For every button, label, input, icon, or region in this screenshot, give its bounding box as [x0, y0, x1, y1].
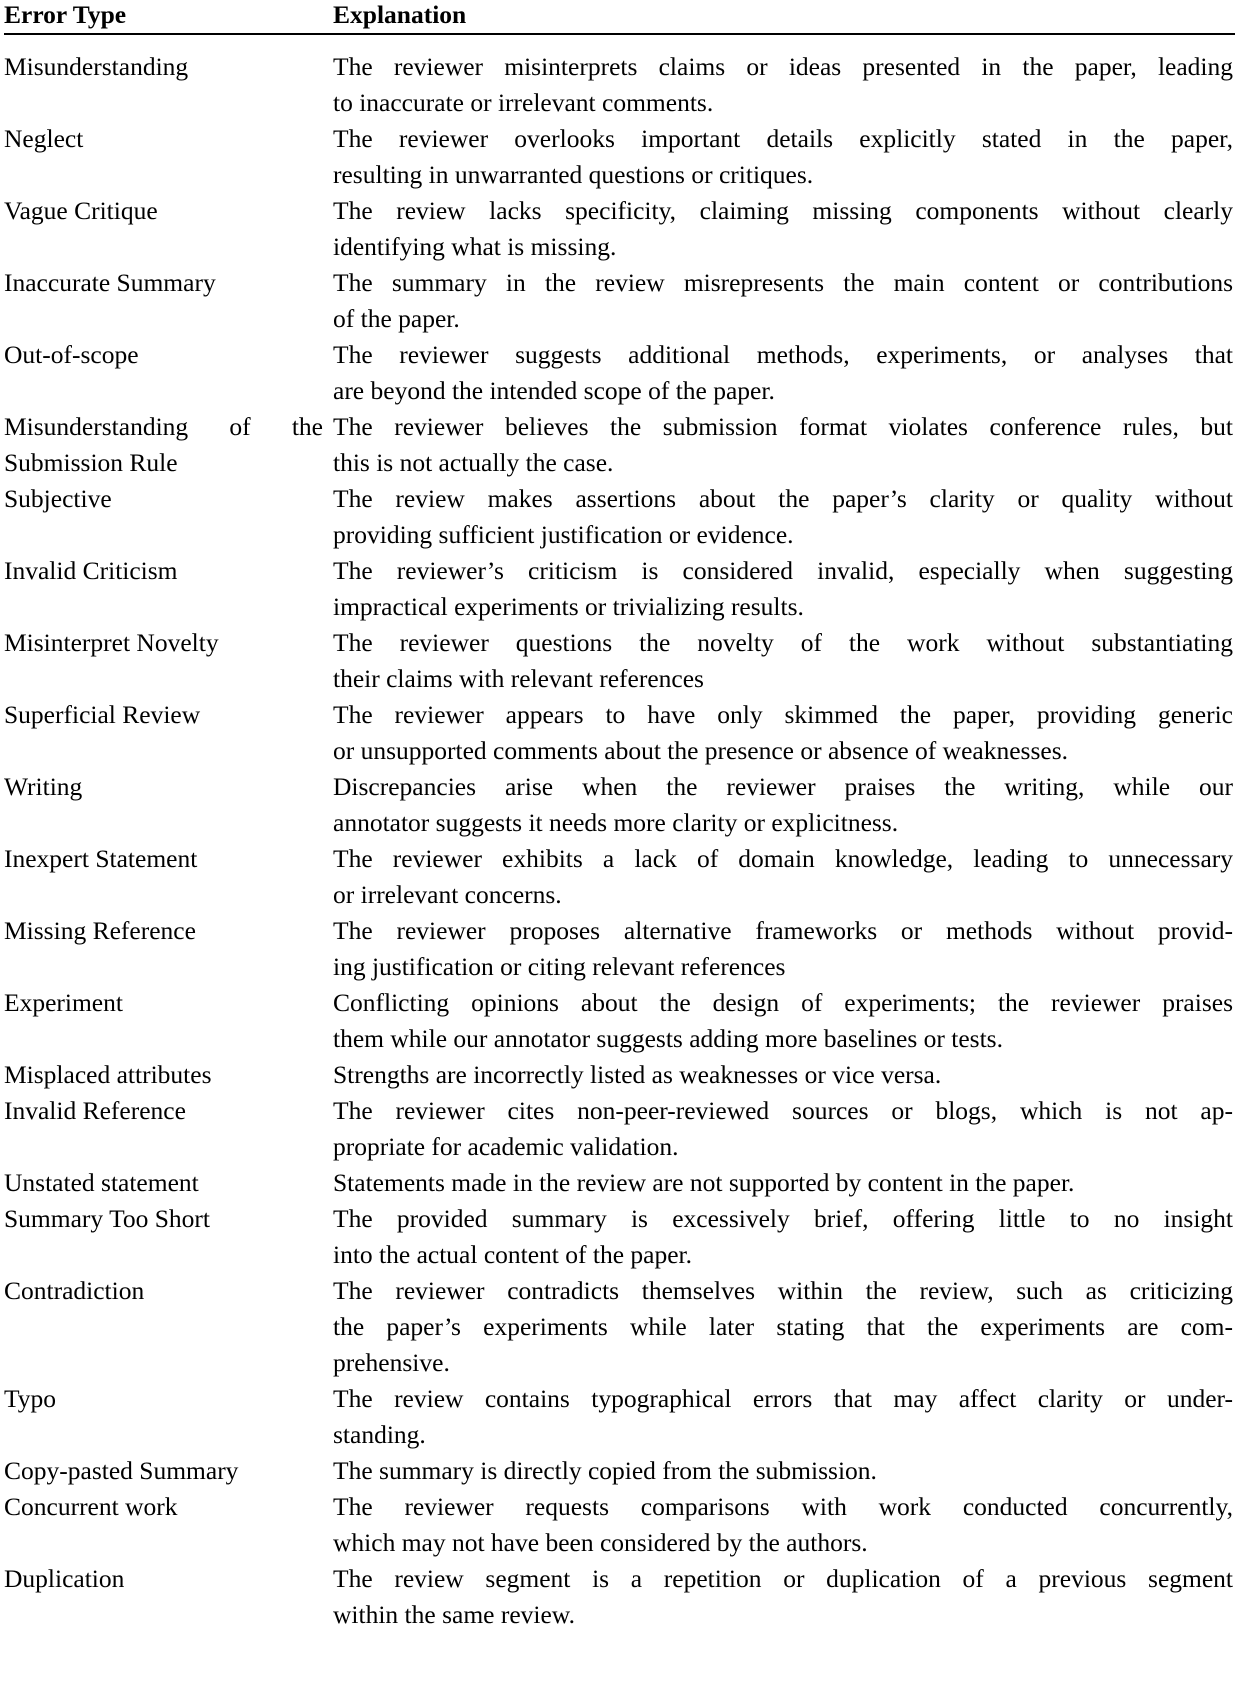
- explanation-cell: [333, 1093, 1235, 1165]
- explanation-line: the paper’s experiments while later stating that the experiments are com-: [333, 1312, 1233, 1341]
- explanation-line: to inaccurate or irrelevant comments.: [333, 88, 714, 117]
- explanation-line: identifying what is missing.: [333, 232, 617, 261]
- explanation-cell: [333, 1381, 1235, 1453]
- error-type-cell: [4, 1057, 333, 1093]
- table-row: [4, 193, 1235, 265]
- error-type-line: Invalid Criticism: [4, 556, 178, 585]
- explanation-cell: [333, 769, 1235, 841]
- table-row: [4, 121, 1235, 193]
- error-type-cell: [4, 769, 333, 841]
- explanation-cell: [333, 697, 1235, 769]
- table-row: [4, 409, 1235, 481]
- table-row: [4, 1057, 1235, 1093]
- explanation-line: The provided summary is excessively brief, offering little to no insight: [333, 1204, 1233, 1233]
- error-type-line: Summary Too Short: [4, 1204, 211, 1233]
- explanation-line: The review contains typographical errors that may affect clarity or under-: [333, 1384, 1233, 1413]
- table-row: [4, 985, 1235, 1057]
- table-header-row: [4, 0, 1235, 34]
- explanation-line: within the same review.: [333, 1600, 575, 1629]
- error-type-cell: [4, 265, 333, 337]
- error-type-line: Superficial Review: [4, 700, 201, 729]
- error-type-line: Missing Reference: [4, 916, 196, 945]
- explanation-cell: [333, 193, 1235, 265]
- error-type-line: Concurrent work: [4, 1492, 178, 1521]
- explanation-line: providing sufficient justification or evidence.: [333, 520, 794, 549]
- error-type-cell: [4, 1489, 333, 1561]
- error-type-line: Submission Rule: [4, 448, 178, 477]
- error-type-cell: [4, 1165, 333, 1201]
- explanation-cell: [333, 121, 1235, 193]
- explanation-line: Discrepancies arise when the reviewer praises the writing, while our: [333, 772, 1233, 801]
- explanation-line: this is not actually the case.: [333, 448, 614, 477]
- error-type-line: Misinterpret Novelty: [4, 628, 219, 657]
- table-row: [4, 1489, 1235, 1561]
- explanation-line: are beyond the intended scope of the paper.: [333, 376, 775, 405]
- error-type-cell: [4, 697, 333, 769]
- column-header-explanation: Explanation: [333, 0, 1235, 34]
- explanation-cell: [333, 34, 1235, 121]
- table-row: [4, 553, 1235, 625]
- error-type-line: Misplaced attributes: [4, 1060, 212, 1089]
- explanation-cell: [333, 481, 1235, 553]
- error-type-line: Invalid Reference: [4, 1096, 186, 1125]
- explanation-cell: [333, 625, 1235, 697]
- explanation-line: The reviewer overlooks important details explicitly stated in the paper,: [333, 124, 1233, 153]
- explanation-line: The reviewer proposes alternative frameworks or methods without provid-: [333, 916, 1233, 945]
- error-type-line: Typo: [4, 1384, 57, 1413]
- error-type-cell: [4, 1381, 333, 1453]
- error-type-line: Writing: [4, 772, 83, 801]
- explanation-line: prehensive.: [333, 1348, 450, 1377]
- error-type-line: Misunderstanding: [4, 52, 189, 81]
- table-row: [4, 697, 1235, 769]
- error-type-cell: [4, 1561, 333, 1633]
- explanation-line: resulting in unwarranted questions or critiques.: [333, 160, 814, 189]
- explanation-line: them while our annotator suggests adding more baselines or tests.: [333, 1024, 1003, 1053]
- error-taxonomy-table: [4, 0, 1235, 1633]
- table-row: [4, 34, 1235, 121]
- error-type-cell: [4, 481, 333, 553]
- error-type-line: Vague Critique: [4, 196, 158, 225]
- explanation-line: of the paper.: [333, 304, 460, 333]
- explanation-line: The review makes assertions about the paper’s clarity or quality without: [333, 484, 1233, 513]
- table-row: [4, 1273, 1235, 1381]
- explanation-cell: [333, 1453, 1235, 1489]
- table-body: [4, 34, 1235, 1633]
- explanation-cell: [333, 1489, 1235, 1561]
- error-type-cell: [4, 1453, 333, 1489]
- explanation-cell: [333, 1561, 1235, 1633]
- error-type-line: Inaccurate Summary: [4, 268, 216, 297]
- explanation-line: Statements made in the review are not supported by content in the paper.: [333, 1168, 1075, 1197]
- error-type-cell: [4, 1273, 333, 1381]
- explanation-line: annotator suggests it needs more clarity or explicitness.: [333, 808, 899, 837]
- error-type-line: Misunderstanding of the: [4, 412, 323, 441]
- error-type-cell: [4, 985, 333, 1057]
- explanation-line: The reviewer suggests additional methods, experiments, or analyses that: [333, 340, 1233, 369]
- explanation-line: The reviewer cites non-peer-reviewed sources or blogs, which is not ap-: [333, 1096, 1233, 1125]
- explanation-line: The reviewer contradicts themselves within the review, such as criticizing: [333, 1276, 1233, 1305]
- table-row: [4, 1165, 1235, 1201]
- explanation-cell: [333, 1165, 1235, 1201]
- explanation-line: The reviewer requests comparisons with work conducted concurrently,: [333, 1492, 1233, 1521]
- error-type-cell: [4, 625, 333, 697]
- explanation-line: The reviewer appears to have only skimmed the paper, providing generic: [333, 700, 1233, 729]
- table-row: [4, 1201, 1235, 1273]
- explanation-cell: [333, 841, 1235, 913]
- explanation-cell: [333, 1273, 1235, 1381]
- explanation-line: The reviewer believes the submission format violates conference rules, but: [333, 412, 1233, 441]
- error-type-line: Duplication: [4, 1564, 125, 1593]
- explanation-line: or irrelevant concerns.: [333, 880, 562, 909]
- error-type-cell: [4, 121, 333, 193]
- table-row: [4, 1561, 1235, 1633]
- explanation-line: into the actual content of the paper.: [333, 1240, 692, 1269]
- explanation-line: The summary in the review misrepresents the main content or contributions: [333, 268, 1233, 297]
- error-type-cell: [4, 34, 333, 121]
- explanation-line: The summary is directly copied from the submission.: [333, 1456, 877, 1485]
- explanation-line: Conflicting opinions about the design of experiments; the reviewer praises: [333, 988, 1233, 1017]
- explanation-line: The reviewer’s criticism is considered invalid, especially when suggesting: [333, 556, 1233, 585]
- table-row: [4, 337, 1235, 409]
- error-type-line: Subjective: [4, 484, 112, 513]
- explanation-line: standing.: [333, 1420, 426, 1449]
- explanation-line: their claims with relevant references: [333, 664, 704, 693]
- error-type-line: Inexpert Statement: [4, 844, 198, 873]
- error-type-line: Out-of-scope: [4, 340, 139, 369]
- explanation-line: The reviewer exhibits a lack of domain knowledge, leading to unnecessary: [333, 844, 1233, 873]
- explanation-line: or unsupported comments about the presence or absence of weaknesses.: [333, 736, 1069, 765]
- error-type-cell: [4, 337, 333, 409]
- explanation-cell: [333, 409, 1235, 481]
- error-type-line: Copy-pasted Summary: [4, 1456, 239, 1485]
- error-type-cell: [4, 193, 333, 265]
- table-row: [4, 625, 1235, 697]
- table-row: [4, 769, 1235, 841]
- explanation-line: Strengths are incorrectly listed as weaknesses or vice versa.: [333, 1060, 942, 1089]
- table-row: [4, 481, 1235, 553]
- table-header: [4, 0, 1235, 34]
- error-type-cell: [4, 1201, 333, 1273]
- table-row: [4, 841, 1235, 913]
- error-type-cell: [4, 1093, 333, 1165]
- error-type-line: Neglect: [4, 124, 84, 153]
- explanation-line: The reviewer questions the novelty of the work without substantiating: [333, 628, 1233, 657]
- explanation-cell: [333, 985, 1235, 1057]
- error-type-cell: [4, 553, 333, 625]
- error-type-line: Experiment: [4, 988, 123, 1017]
- explanation-cell: [333, 913, 1235, 985]
- table-row: [4, 1453, 1235, 1489]
- error-type-cell: [4, 913, 333, 985]
- explanation-cell: [333, 553, 1235, 625]
- table-row: [4, 1381, 1235, 1453]
- error-type-cell: [4, 841, 333, 913]
- explanation-line: The review lacks specificity, claiming missing components without clearly: [333, 196, 1233, 225]
- error-type-line: Contradiction: [4, 1276, 145, 1305]
- explanation-cell: [333, 337, 1235, 409]
- explanation-line: propriate for academic validation.: [333, 1132, 679, 1161]
- error-type-cell: [4, 409, 333, 481]
- explanation-line: which may not have been considered by the authors.: [333, 1528, 868, 1557]
- table-row: [4, 913, 1235, 985]
- explanation-line: ing justification or citing relevant references: [333, 952, 786, 981]
- table-row: [4, 1093, 1235, 1165]
- explanation-line: The reviewer misinterprets claims or ideas presented in the paper, leading: [333, 52, 1233, 81]
- column-header-error-type: Error Type: [4, 0, 333, 34]
- explanation-cell: [333, 1057, 1235, 1093]
- explanation-cell: [333, 1201, 1235, 1273]
- table-row: [4, 265, 1235, 337]
- explanation-line: The review segment is a repetition or duplication of a previous segment: [333, 1564, 1233, 1593]
- explanation-line: impractical experiments or trivializing results.: [333, 592, 804, 621]
- explanation-cell: [333, 265, 1235, 337]
- error-type-line: Unstated statement: [4, 1168, 199, 1197]
